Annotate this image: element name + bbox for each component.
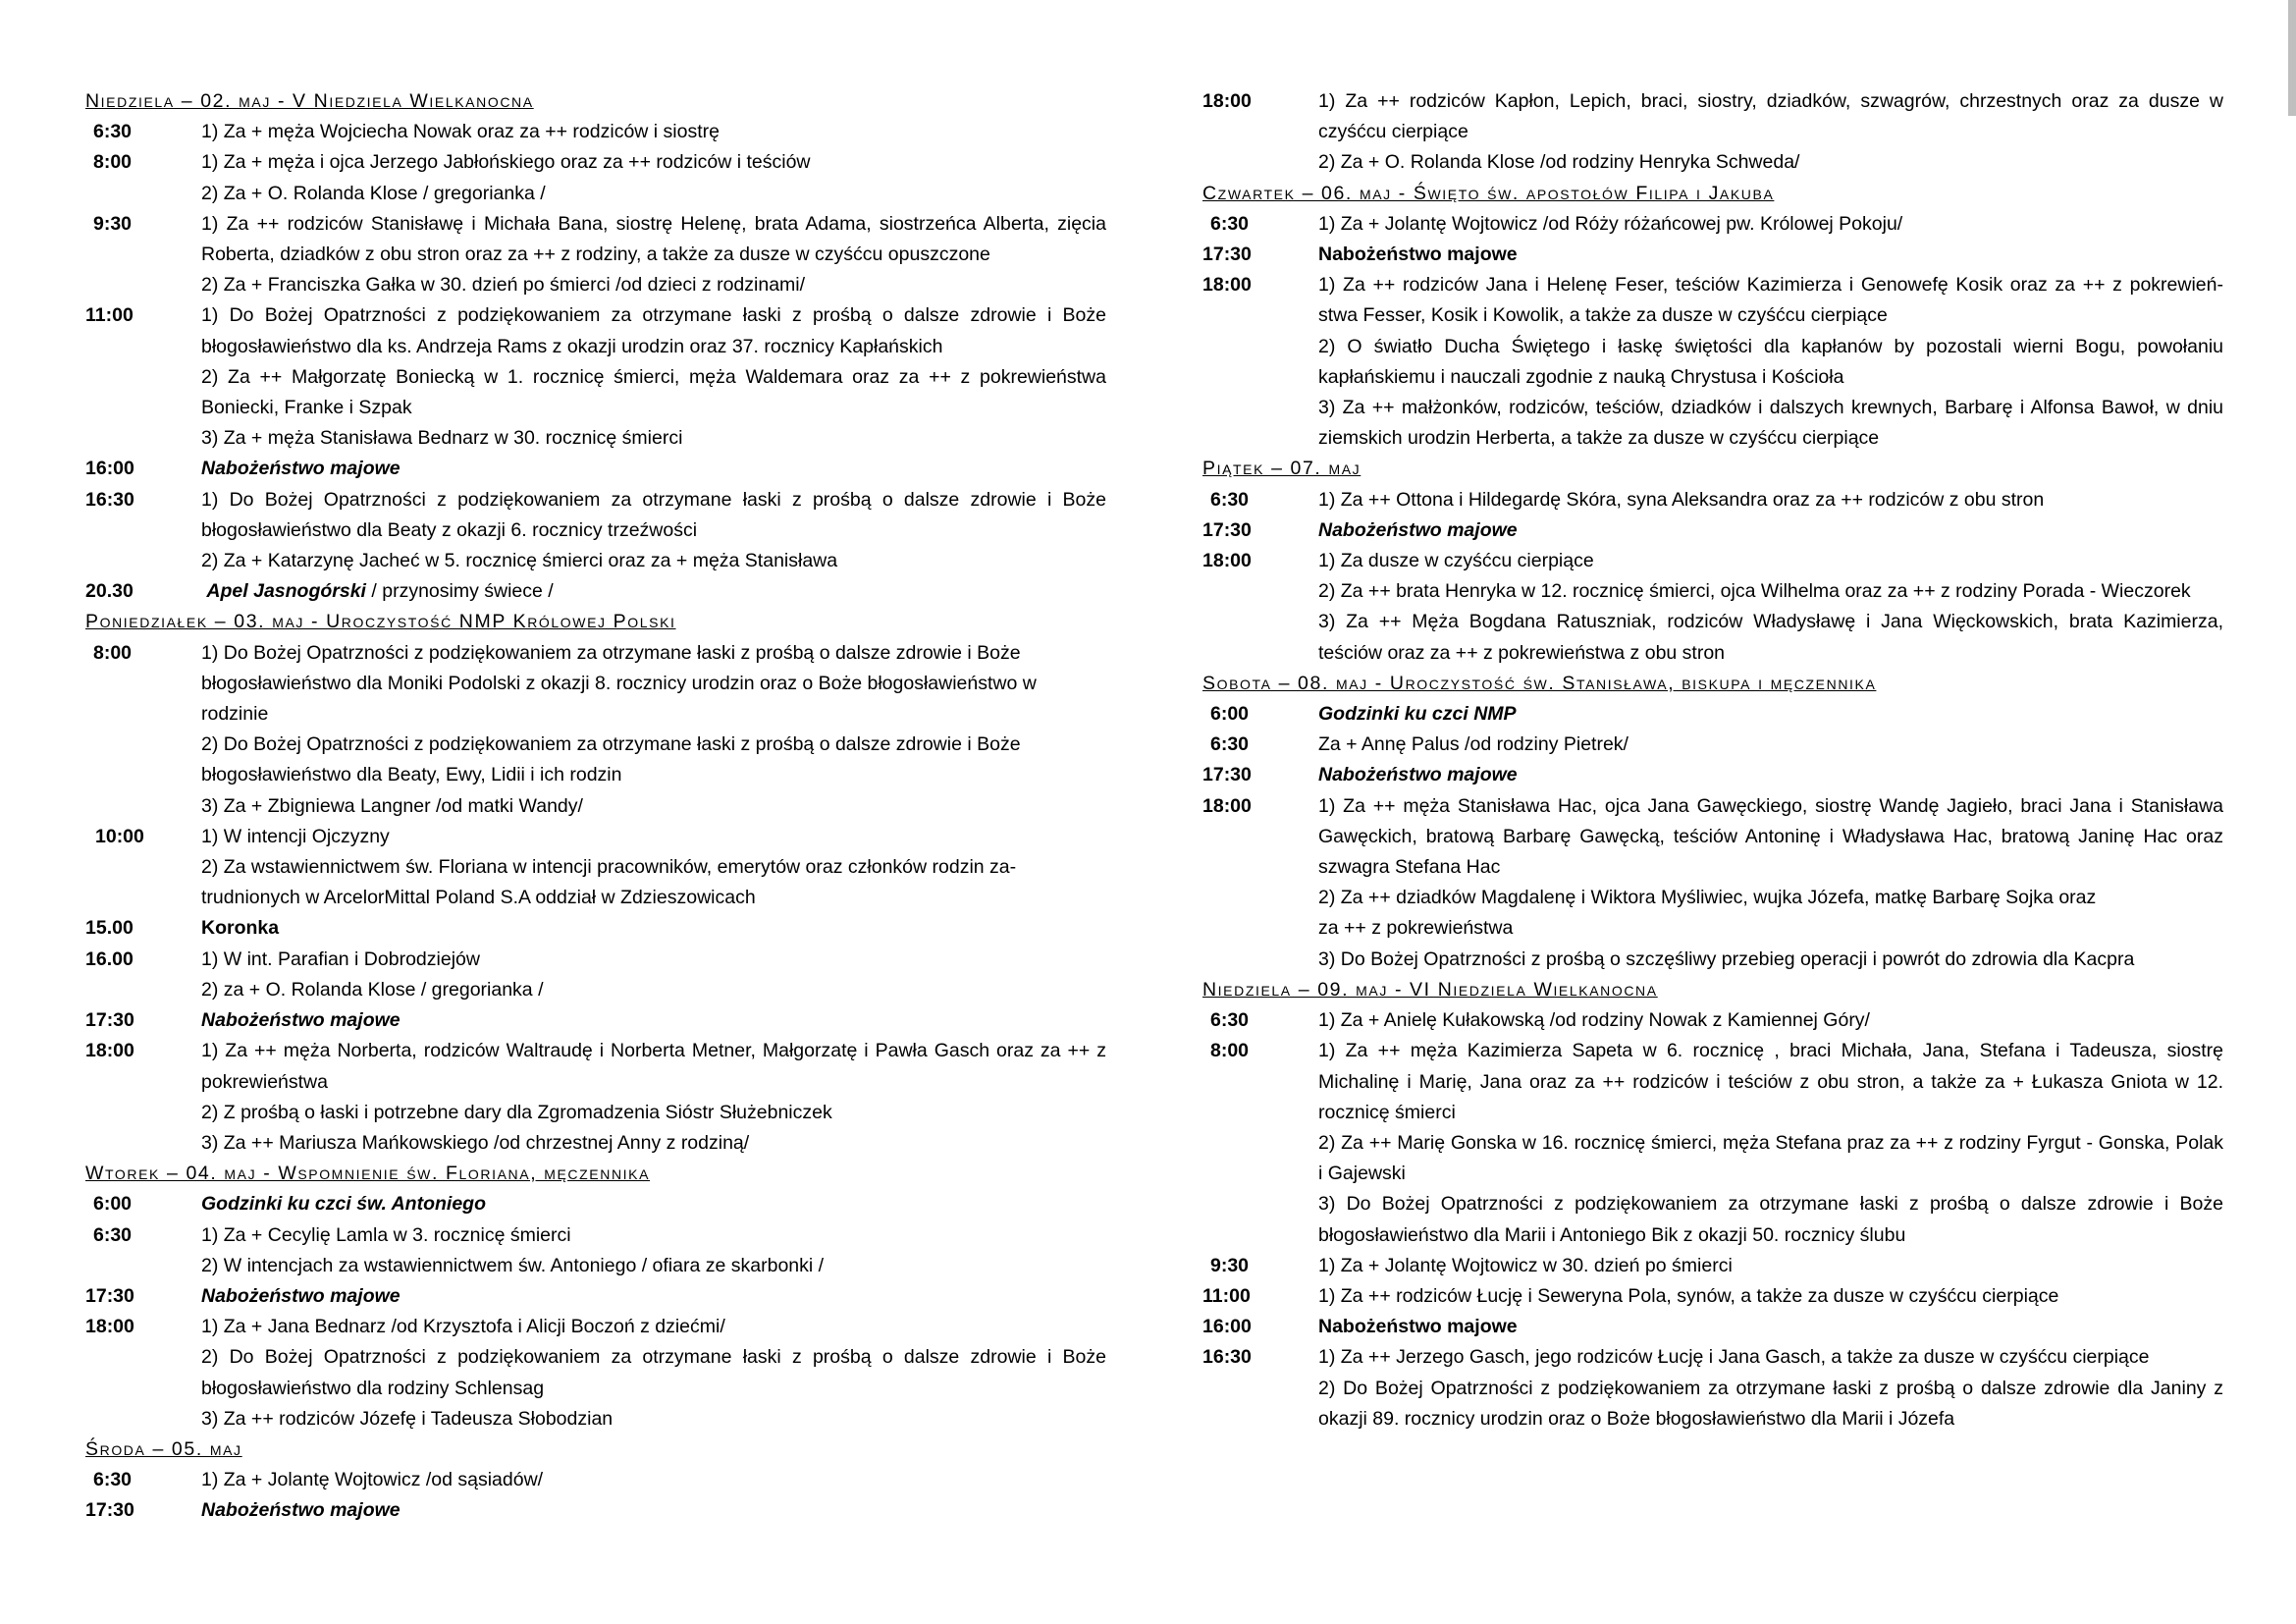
- mass-slot: [1202, 1005, 2223, 1036]
- mass-intention: 2) Do Bożej Opatrzności z podziękowaniem za otrzymane łaski z prośbą o dalsze zdrowie dla Janiny z okazji 89. rocznicy urodzin oraz o Boże błogosławieństwo dla Marii i Józefa: [1318, 1377, 2223, 1430]
- mass-intention: 1) Do Bożej Opatrzności z podziękowaniem za otrzymane łaski z prośbą o dalsze zdrowie i Boże błogosławieństwo dla Moniki Podolski z okazji 8. rocznicy urodzin oraz o Boże błogosławieństwo w rodzinie: [201, 641, 1037, 726]
- mass-intention: 3) Do Bożej Opatrzności z podziękowaniem za otrzymane łaski z prośbą o dalsze zdrowie i Boże błogosławieństwo dla Marii i Antoniego Bik z okazji 50. rocznicy ślubu: [1318, 1193, 2223, 1246]
- day-header: Sobota – 08. maj - Uroczystość św. Stanisława, biskupa i męczennika: [1202, 672, 1877, 694]
- mass-slot: [85, 1220, 1106, 1281]
- service-label: Koronka: [201, 917, 280, 940]
- mass-time: 16:00: [1202, 1316, 1252, 1338]
- mass-intention: 3) Za + męża Stanisława Bednarz w 30. rocznicę śmierci: [201, 427, 683, 450]
- service-label: Nabożeństwo majowe: [201, 1284, 400, 1307]
- mass-time: 8:00: [1210, 1040, 1250, 1062]
- mass-time: 6:30: [93, 1223, 133, 1246]
- mass-slot: [1202, 1342, 2223, 1435]
- service-label: Godzinki ku czci św. Antoniego: [201, 1193, 486, 1216]
- mass-time: 6:00: [93, 1193, 133, 1216]
- mass-time: 6:30: [1210, 1009, 1250, 1032]
- mass-time: 17:30: [85, 1009, 134, 1032]
- service-label: Nabożeństwo majowe: [201, 1009, 400, 1032]
- service-label: Apel Jasnogórski: [206, 580, 366, 603]
- mass-intention: 1) Za ++ rodziców Łucję i Seweryna Pola, synów, a także za dusze w czyśćcu cierpiące: [1318, 1284, 2059, 1307]
- mass-slot: [1202, 546, 2223, 669]
- mass-intention: 3) Za + Zbigniewa Langner /od matki Wandy/: [201, 794, 583, 817]
- mass-slot: [85, 1036, 1106, 1159]
- mass-slot: [1202, 485, 2223, 515]
- mass-slot: [85, 147, 1106, 208]
- service-note: / przynosimy świece /: [365, 580, 554, 603]
- mass-slot: [1202, 515, 2223, 546]
- service-label: Nabożeństwo majowe: [201, 1499, 400, 1522]
- mass-slot: [1202, 730, 2223, 760]
- mass-intention: 1) Za ++ męża Norberta, rodziców Waltraudę i Norberta Metner, Małgorzatę i Pawła Gasch oraz za ++ z pokrewieństwa: [201, 1040, 1106, 1093]
- mass-intention: 1) Za ++ rodziców Jana i Helenę Feser, teściów Kazimierza i Genowefę Kosik oraz za ++ z pokrewień-stwa Fesser, Kosik i Kowolik, a także za dusze w czyśćcu cierpiące: [1318, 274, 2223, 327]
- service-label: Nabożeństwo majowe: [1318, 764, 1518, 786]
- mass-slot: [1202, 240, 2223, 270]
- mass-intention: 1) Za + męża i ojca Jerzego Jabłońskiego oraz za ++ rodziców i teściów: [201, 151, 811, 174]
- mass-time: 6:30: [1210, 488, 1250, 511]
- day-header: Wtorek – 04. maj - Wspomnienie św. Floriana, męczennika: [85, 1163, 651, 1185]
- service-label: Nabożeństwo majowe: [1318, 244, 1518, 266]
- mass-time: 18:00: [85, 1040, 134, 1062]
- mass-slot: [85, 1495, 1106, 1526]
- mass-time: 18:00: [1202, 274, 1252, 297]
- mass-intention: Za + Annę Palus /od rodziny Pietrek/: [1318, 733, 1629, 756]
- mass-slot: [1202, 1281, 2223, 1312]
- day-header: Piątek – 07. maj: [1202, 458, 1362, 480]
- mass-intention: 1) Za + Jana Bednarz /od Krzysztofa i Alicji Boczoń z dziećmi/: [201, 1316, 725, 1338]
- mass-time: 18:00: [85, 1316, 134, 1338]
- mass-slot: [85, 1465, 1106, 1495]
- service-label: Nabożeństwo majowe: [1318, 518, 1518, 541]
- mass-slot: [85, 576, 1106, 607]
- mass-intention: 1) Za ++ rodziców Kapłon, Lepich, braci, siostry, dziadków, szwagrów, chrzestnych oraz za dusze w czyśćcu cierpiące: [1318, 90, 2223, 143]
- mass-time: 16:30: [1202, 1346, 1252, 1369]
- mass-time: 6:30: [1210, 212, 1250, 235]
- mass-intention: 3) Za ++ rodziców Józefę i Tadeusza Słobodzian: [201, 1407, 614, 1430]
- mass-time: 9:30: [93, 212, 133, 235]
- day-header: Środa – 05. maj: [85, 1437, 242, 1460]
- mass-intention: 1) Do Bożej Opatrzności z podziękowaniem za otrzymane łaski z prośbą o dalsze zdrowie i Boże błogosławieństwo dla Beaty z okazji 6. rocznicy trzeźwości: [201, 488, 1106, 541]
- mass-slot: [85, 1281, 1106, 1312]
- page-edge-marker: [2288, 0, 2296, 116]
- mass-time: 9:30: [1210, 1254, 1250, 1276]
- mass-intention: 1) Za + Cecylię Lamla w 3. rocznicę śmierci: [201, 1223, 571, 1246]
- day-header: Niedziela – 02. maj - V Niedziela Wielkanocna: [85, 90, 534, 112]
- mass-slot: [85, 117, 1106, 147]
- mass-time: 6:30: [93, 121, 133, 143]
- mass-time: 16:30: [85, 488, 134, 511]
- mass-intention: 2) Za + O. Rolanda Klose /od rodziny Henryka Schweda/: [1318, 151, 1800, 174]
- mass-intention: 1) Za + Jolantę Wojtowicz /od Róży różańcowej pw. Królowej Pokoju/: [1318, 212, 1903, 235]
- mass-time: 8:00: [93, 641, 133, 664]
- mass-slot: [1202, 1251, 2223, 1281]
- service-label: Nabożeństwo majowe: [201, 458, 400, 480]
- mass-time: 6:00: [1210, 703, 1250, 726]
- mass-time: 18:00: [1202, 550, 1252, 572]
- mass-slot: [85, 1005, 1106, 1036]
- mass-intention: 2) Za + O. Rolanda Klose / gregorianka /: [201, 182, 546, 204]
- mass-intention: 2) Za wstawiennictwem św. Floriana w intencji pracowników, emerytów oraz członków rodzin za-trudnionych w ArcelorMittal Poland S.A oddział w Zdzieszowicach: [201, 856, 1017, 909]
- mass-intention: 2) Z prośbą o łaski i potrzebne dary dla Zgromadzenia Sióstr Służebniczek: [201, 1101, 832, 1123]
- mass-intention: 2) Za + Franciszka Gałka w 30. dzień po śmierci /od dzieci z rodzinami/: [201, 274, 806, 297]
- day-header: Czwartek – 06. maj - Święto św. apostołów Filipa i Jakuba: [1202, 182, 1775, 204]
- mass-intention: 1) Za + Jolantę Wojtowicz w 30. dzień po śmierci: [1318, 1254, 1733, 1276]
- mass-intention: 1) W intencji Ojczyzny: [201, 825, 390, 847]
- mass-slot: [85, 1312, 1106, 1435]
- mass-time: 17:30: [1202, 244, 1252, 266]
- mass-intention: 2) Za ++ Marię Gonska w 16. rocznicę śmierci, męża Stefana praz za ++ z rodziny Fyrgut - Gonska, Polak i Gajewski: [1318, 1131, 2223, 1185]
- mass-slot: [85, 1189, 1106, 1219]
- mass-slot: [85, 913, 1106, 944]
- day-header: Poniedziałek – 03. maj - Uroczystość NMP Królowej Polski: [85, 611, 676, 633]
- mass-slot: [1202, 1312, 2223, 1342]
- mass-slot: [85, 638, 1106, 822]
- mass-time: 17:30: [1202, 518, 1252, 541]
- mass-intention: 2) Za ++ brata Henryka w 12. rocznicę śmierci, ojca Wilhelma oraz za ++ z rodziny Porada - Wieczorek: [1318, 580, 2191, 603]
- mass-intention: 1) Za + męża Wojciecha Nowak oraz za ++ rodziców i siostrę: [201, 121, 720, 143]
- mass-slot: [1202, 699, 2223, 730]
- mass-time: 16:00: [85, 458, 134, 480]
- mass-intention: 2) Za + Katarzynę Jacheć w 5. rocznicę śmierci oraz za + męża Stanisława: [201, 550, 838, 572]
- mass-intention: 1) Za ++ Ottona i Hildegardę Skóra, syna Aleksandra oraz za ++ rodziców z obu stron: [1318, 488, 2045, 511]
- mass-intention: 2) O światło Ducha Świętego i łaskę świętości dla kapłanów by pozostali wierni Bogu, powołaniu kapłańskiemu i nauczali zgodnie z nauką Chrystusa i Kościoła: [1318, 335, 2223, 388]
- mass-time: 11:00: [85, 304, 133, 327]
- mass-intention: 2) Za ++ Małgorzatę Boniecką w 1. rocznicę śmierci, męża Waldemara oraz za ++ z pokrewieństwa Boniecki, Franke i Szpak: [201, 365, 1106, 419]
- mass-time: 18:00: [1202, 90, 1252, 112]
- mass-intention: 1) Za dusze w czyśćcu cierpiące: [1318, 550, 1594, 572]
- mass-intention: 2) Do Bożej Opatrzności z podziękowaniem za otrzymane łaski z prośbą o dalsze zdrowie i Boże błogosławieństwo dla rodziny Schlensag: [201, 1346, 1106, 1399]
- mass-time: 17:30: [85, 1284, 134, 1307]
- mass-slot: [1202, 760, 2223, 790]
- mass-intention: 2) W intencjach za wstawiennictwem św. Antoniego / ofiara ze skarbonki /: [201, 1254, 825, 1276]
- mass-slot: [85, 485, 1106, 577]
- service-label: Godzinki ku czci NMP: [1318, 703, 1517, 726]
- service-line: [201, 576, 1106, 607]
- mass-time: 20.30: [85, 580, 133, 603]
- day-header: Niedziela – 09. maj - VI Niedziela Wielkanocna: [1202, 978, 1658, 1001]
- mass-intention: 1) Za ++ męża Kazimierza Sapeta w 6. rocznicę , braci Michała, Jana, Stefana i Tadeusza, siostrę Michalinę i Marię, Jana oraz za ++ rodziców i teściów z obu stron, a także za + Łukasza Gniota w 12. rocznicę śmierci: [1318, 1040, 2223, 1123]
- service-label: Nabożeństwo majowe: [1318, 1316, 1518, 1338]
- mass-slot: [1202, 86, 2223, 179]
- mass-intention: 3) Za ++ Męża Bogdana Ratuszniak, rodziców Władysławę i Jana Więckowskich, brata Kazimierza, teściów oraz za ++ z pokrewieństwa z obu stron: [1318, 611, 2223, 664]
- mass-intention: 1) Za ++ męża Stanisława Hac, ojca Jana Gawęckiego, siostrę Wandę Jagieło, braci Jana i Stanisława Gawęckich, bratową Barbarę Gawęcką, teściów Antoninę i Władysława Hac, bratową Janinę Hac oraz szwagra Stefana Hac: [1318, 794, 2223, 879]
- mass-slot: [1202, 791, 2223, 975]
- left-column: [85, 86, 1106, 1527]
- mass-time: 8:00: [93, 151, 133, 174]
- mass-time: 17:30: [1202, 764, 1252, 786]
- mass-intention: 1) Za ++ rodziców Stanisławę i Michała Bana, siostrę Helenę, brata Adama, siostrzeńca Alberta, zięcia Roberta, dziadków z obu stron oraz za ++ z rodziny, a także za dusze w czyśćcu opuszczone: [201, 212, 1106, 266]
- mass-time: 17:30: [85, 1499, 134, 1522]
- mass-time: 6:30: [1210, 733, 1250, 756]
- mass-slot: [85, 209, 1106, 301]
- mass-time: 6:30: [93, 1469, 133, 1491]
- mass-intention: za ++ z pokrewieństwa: [1318, 917, 1514, 940]
- mass-intention: 3) Za ++ Mariusza Mańkowskiego /od chrzestnej Anny z rodziną/: [201, 1131, 750, 1154]
- mass-time: 18:00: [1202, 794, 1252, 817]
- right-column: [1202, 86, 2223, 1435]
- mass-intention: 2) Za ++ dziadków Magdalenę i Wiktora Myśliwiec, wujka Józefa, matkę Barbarę Sojka oraz: [1318, 887, 2097, 909]
- mass-slot: [1202, 270, 2223, 454]
- mass-intention: 1) Do Bożej Opatrzności z podziękowaniem za otrzymane łaski z prośbą o dalsze zdrowie i Boże błogosławieństwo dla ks. Andrzeja Rams z okazji urodzin oraz 37. rocznicy Kapłańskich: [201, 304, 1106, 357]
- mass-intention: 1) W int. Parafian i Dobrodziejów: [201, 947, 480, 970]
- mass-slot: [1202, 1036, 2223, 1250]
- mass-intention: 2) za + O. Rolanda Klose / gregorianka /: [201, 978, 544, 1001]
- mass-intention: 1) Za ++ Jerzego Gasch, jego rodziców Łucję i Jana Gasch, a także za dusze w czyśćcu cierpiące: [1318, 1346, 2150, 1369]
- mass-slot: [85, 822, 1106, 914]
- mass-time: 10:00: [95, 825, 144, 847]
- mass-intention: 2) Do Bożej Opatrzności z podziękowaniem za otrzymane łaski z prośbą o dalsze zdrowie i Boże błogosławieństwo dla Beaty, Ewy, Lidii i ich rodzin: [201, 733, 1021, 786]
- mass-slot: [85, 454, 1106, 484]
- mass-time: 11:00: [1202, 1284, 1251, 1307]
- mass-intention: 3) Za ++ małżonków, rodziców, teściów, dziadków i dalszych krewnych, Barbarę i Alfonsa Bawoł, w dniu ziemskich urodzin Herberta, a także za dusze w czyśćcu cierpiące: [1318, 397, 2223, 450]
- mass-intention: 3) Do Bożej Opatrzności z prośbą o szczęśliwy przebieg operacji i powrót do zdrowia dla Kacpra: [1318, 947, 2135, 970]
- mass-slot: [1202, 209, 2223, 240]
- mass-slot: [85, 945, 1106, 1005]
- mass-time: 16.00: [85, 947, 133, 970]
- mass-intention: 1) Za + Anielę Kułakowską /od rodziny Nowak z Kamiennej Góry/: [1318, 1009, 1870, 1032]
- mass-time: 15.00: [85, 917, 133, 940]
- mass-slot: [85, 300, 1106, 454]
- mass-intention: 1) Za + Jolantę Wojtowicz /od sąsiadów/: [201, 1469, 544, 1491]
